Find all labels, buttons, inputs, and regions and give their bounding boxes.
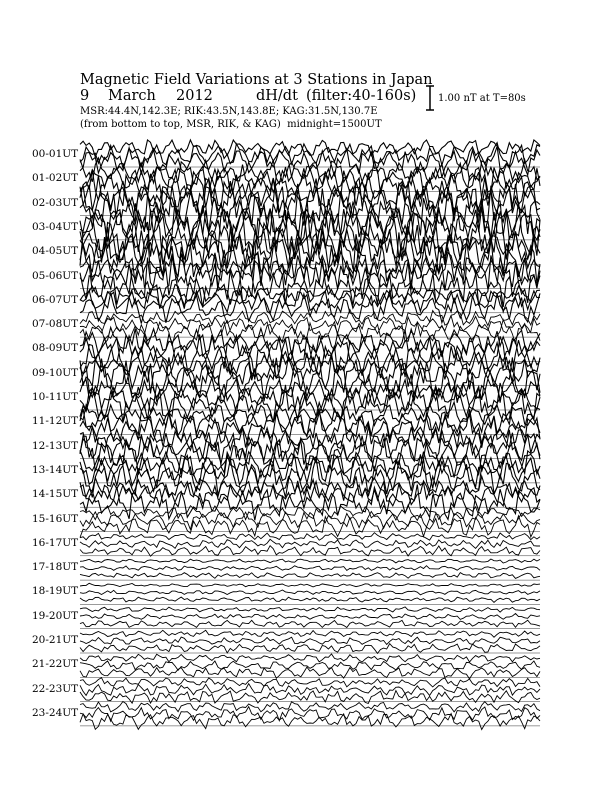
hour-label: 03-04UT — [32, 220, 79, 233]
trace-msr — [80, 630, 540, 637]
hour-label: 13-14UT — [32, 463, 79, 476]
trace-rik — [80, 566, 540, 571]
trace-group — [80, 140, 540, 730]
date-month: March — [108, 88, 156, 104]
hour-label: 04-05UT — [32, 245, 79, 258]
hour-label: 08-09UT — [32, 342, 79, 355]
scale-bar-label: 1.00 nT at T=80s — [438, 93, 526, 104]
trace-kag — [80, 516, 540, 538]
trace-msr — [80, 702, 540, 712]
trace-rik — [80, 539, 540, 548]
hour-label: 10-11UT — [32, 391, 79, 403]
trace-kag — [80, 714, 540, 730]
hour-label: 12-13UT — [32, 439, 79, 452]
trace-rik — [80, 637, 540, 644]
hour-label: 02-03UT — [32, 196, 79, 209]
hour-label: 22-23UT — [32, 682, 79, 695]
trace-kag — [80, 620, 540, 627]
trace-rik — [80, 454, 540, 488]
hour-label: 11-12UT — [32, 415, 79, 428]
hour-label: 16-17UT — [32, 536, 79, 549]
trace-kag — [80, 546, 540, 557]
trace-rik — [80, 316, 540, 336]
hour-label: 00-01UT — [32, 148, 79, 160]
date-year: 2012 — [176, 88, 213, 104]
trace-kag — [80, 644, 540, 654]
trace-rik — [80, 481, 540, 511]
trace-msr — [80, 533, 540, 541]
hour-label: 09-10UT — [32, 366, 79, 379]
date-day: 9 — [80, 88, 90, 104]
order-note: (from bottom to top, MSR, RIK, & KAG) — [80, 119, 281, 130]
hour-label: 06-07UT — [32, 293, 79, 306]
chart-title: Magnetic Field Variations at 3 Stations in Japan — [80, 72, 433, 88]
trace-msr — [80, 583, 540, 587]
quantity-label: dH/dt — [256, 88, 298, 104]
hour-label: 20-21UT — [32, 634, 79, 646]
trace-msr — [80, 678, 540, 687]
trace-kag — [80, 146, 540, 177]
trace-order-note — [80, 119, 382, 130]
hour-label: 23-24UT — [32, 706, 79, 719]
hour-label: 21-22UT — [32, 658, 79, 671]
trace-msr — [80, 607, 540, 612]
trace-msr — [80, 559, 540, 563]
filter-label: (filter:40-160s) — [306, 88, 417, 104]
hour-label: 18-19UT — [32, 585, 79, 598]
trace-msr — [80, 654, 540, 662]
trace-rik — [80, 590, 540, 595]
hour-label: 01-02UT — [32, 172, 79, 185]
trace-kag — [80, 573, 540, 579]
scale-bar — [426, 86, 434, 110]
trace-rik — [80, 661, 540, 670]
hour-label: 14-15UT — [32, 488, 79, 501]
midnight-note: midnight=1500UT — [287, 119, 382, 130]
hour-label: 15-16UT — [32, 512, 79, 525]
hour-label: 19-20UT — [32, 609, 79, 622]
hour-label: 17-18UT — [32, 561, 79, 574]
date-filter-line — [80, 88, 416, 104]
trace-kag — [80, 597, 540, 602]
hour-label: 07-08UT — [32, 318, 79, 331]
station-coordinates: MSR:44.4N,142.3E; RIK:43.5N,143.8E; KAG:31.5N,130.7E — [80, 106, 378, 117]
trace-rik — [80, 614, 540, 620]
hour-label: 05-06UT — [32, 269, 79, 282]
